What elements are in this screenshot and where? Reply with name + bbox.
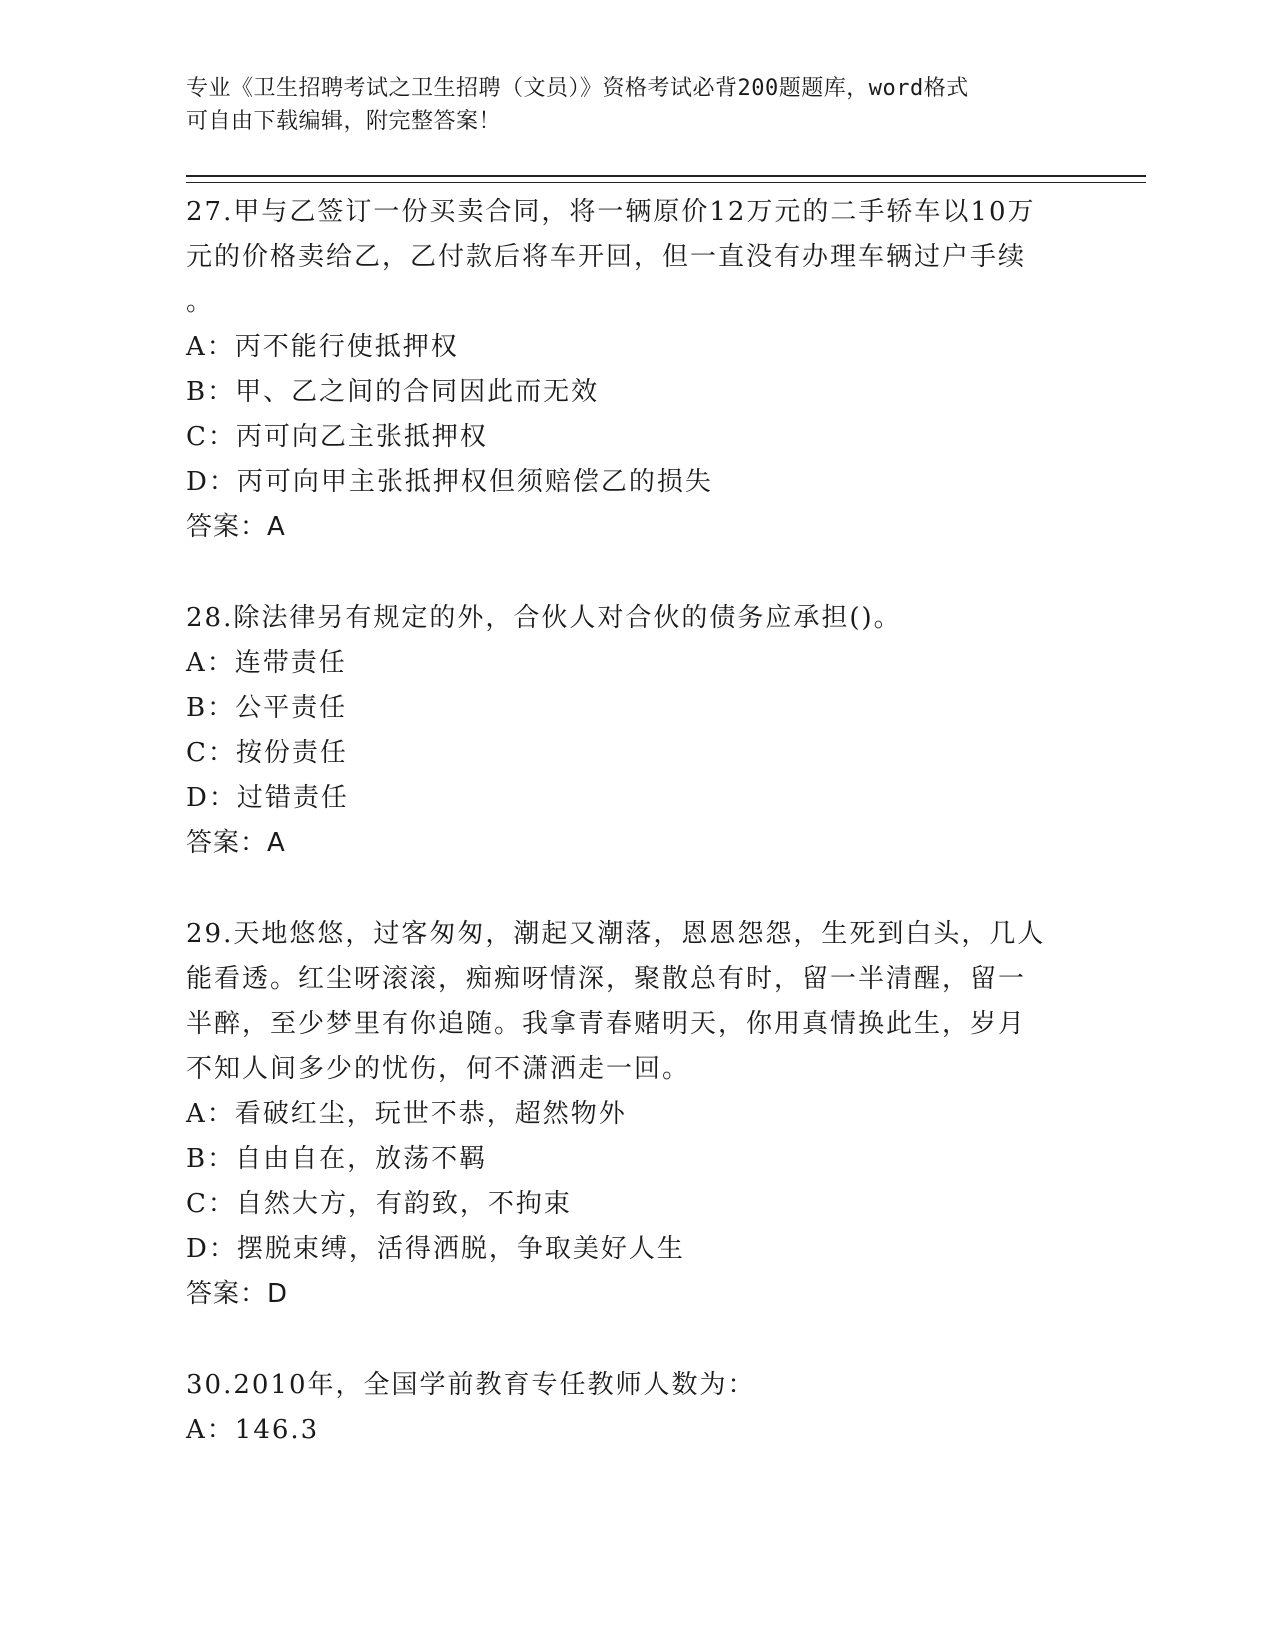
question-stem-line: 半醉，至少梦里有你追随。我拿青春赌明天，你用真情换此生，岁月 bbox=[186, 1009, 1027, 1039]
option-a: A：连带责任 bbox=[186, 648, 347, 678]
option-c: C：自然大方，有韵致，不拘束 bbox=[186, 1189, 572, 1219]
document-header bbox=[186, 72, 1066, 138]
option-a: A：146.3 bbox=[186, 1415, 320, 1445]
question-stem-line: 能看透。红尘呀滚滚，痴痴呀情深，聚散总有时，留一半清醒，留一 bbox=[186, 964, 1027, 994]
question-stem-line: 。 bbox=[186, 287, 215, 317]
option-d: D：摆脱束缚，活得洒脱，争取美好人生 bbox=[186, 1234, 685, 1264]
option-d: D：过错责任 bbox=[186, 783, 349, 813]
option-b: B：自由自在，放荡不羁 bbox=[186, 1144, 488, 1174]
option-d: D：丙可向甲主张抵押权但须赔偿乙的损失 bbox=[186, 467, 713, 497]
answer: 答案：A bbox=[186, 828, 286, 858]
question-stem-line: 元的价格卖给乙，乙付款后将车开回，但一直没有办理车辆过户手续 bbox=[186, 242, 1027, 272]
question-27 bbox=[186, 190, 1076, 550]
header-divider-thin bbox=[186, 182, 1146, 183]
option-b: B：甲、乙之间的合同因此而无效 bbox=[186, 377, 600, 407]
question-stem-line: 29.天地悠悠，过客匆匆，潮起又潮落，恩恩怨怨，生死到白头，几人 bbox=[186, 919, 1046, 949]
question-30 bbox=[186, 1363, 1076, 1453]
answer: 答案：A bbox=[186, 512, 286, 542]
header-divider-thick bbox=[186, 175, 1146, 177]
question-stem-line: 28.除法律另有规定的外，合伙人对合伙的债务应承担()。 bbox=[186, 603, 902, 633]
question-stem-line: 30.2010年，全国学前教育专任教师人数为： bbox=[186, 1370, 756, 1400]
question-stem-line: 27.甲与乙签订一份买卖合同，将一辆原价12万元的二手轿车以10万 bbox=[186, 197, 1036, 227]
answer: 答案：D bbox=[186, 1279, 289, 1309]
header-line-2: 可自由下载编辑，附完整答案！ bbox=[186, 109, 502, 134]
option-c: C：按份责任 bbox=[186, 738, 348, 768]
option-c: C：丙可向乙主张抵押权 bbox=[186, 422, 488, 452]
option-a: A：看破红尘，玩世不恭，超然物外 bbox=[186, 1099, 627, 1129]
header-line-1: 专业《卫生招聘考试之卫生招聘（文员）》资格考试必背200题题库，word格式 bbox=[186, 76, 969, 101]
question-list bbox=[186, 190, 1076, 1499]
question-29 bbox=[186, 912, 1076, 1317]
question-stem-line: 不知人间多少的忧伤，何不潇洒走一回。 bbox=[186, 1054, 691, 1084]
option-a: A：丙不能行使抵押权 bbox=[186, 332, 459, 362]
question-28 bbox=[186, 596, 1076, 866]
option-b: B：公平责任 bbox=[186, 693, 348, 723]
